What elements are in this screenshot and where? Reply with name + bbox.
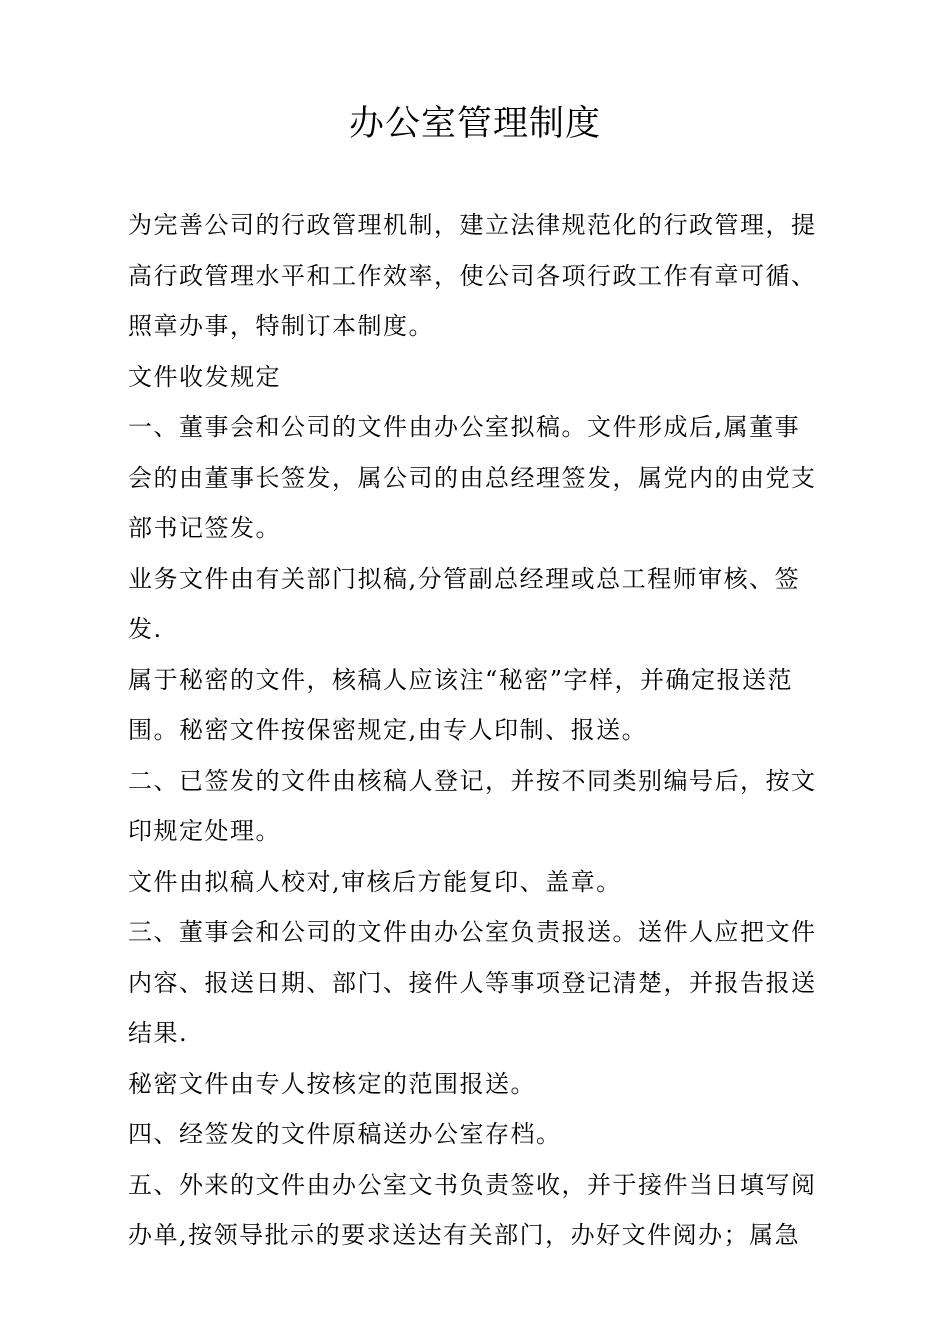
paragraph: 文件由拟稿人校对,审核后方能复印、盖章。 [128,867,622,896]
paragraph: 秘密文件由专人按核定的范围报送。 [128,1069,536,1098]
paragraph: 二、已签发的文件由核稿人登记，并按不同类别编号后，按文印规定处理。 [128,766,817,845]
paragraph: 四、经签发的文件原稿送办公室存档。 [128,1120,562,1148]
paragraph: 业务文件由有关部门拟稿,分管副总经理或总工程师审核、签发. [128,564,801,643]
document-body [128,200,822,1261]
paragraph: 属于秘密的文件，核稿人应该注“秘密”字样，并确定报送范围。秘密文件按保密规定,由专人印制、报送。 [128,665,794,744]
paragraph: 三、董事会和公司的文件由办公室负责报送。送件人应把文件内容、报送日期、部门、接件人等事项登记清楚，并报告报送结果. [128,918,817,1047]
document-title: 办公室管理制度 [348,104,601,144]
section-heading: 文件收发规定 [128,362,281,391]
paragraph: 五、外来的文件由办公室文书负责签收，并于接件当日填写阅办单,按领导批示的要求送达有关部门，办好文件阅办；属急 [128,1170,817,1249]
paragraph: 一、董事会和公司的文件由办公室拟稿。文件形成后,属董事会的由董事长签发，属公司的由总经理签发，属党内的由党支部书记签发。 [128,413,817,542]
intro-paragraph: 为完善公司的行政管理机制，建立法律规范化的行政管理，提高行政管理水平和工作效率，使公司各项行政工作有章可循、照章办事，特制订本制度。 [128,211,817,340]
